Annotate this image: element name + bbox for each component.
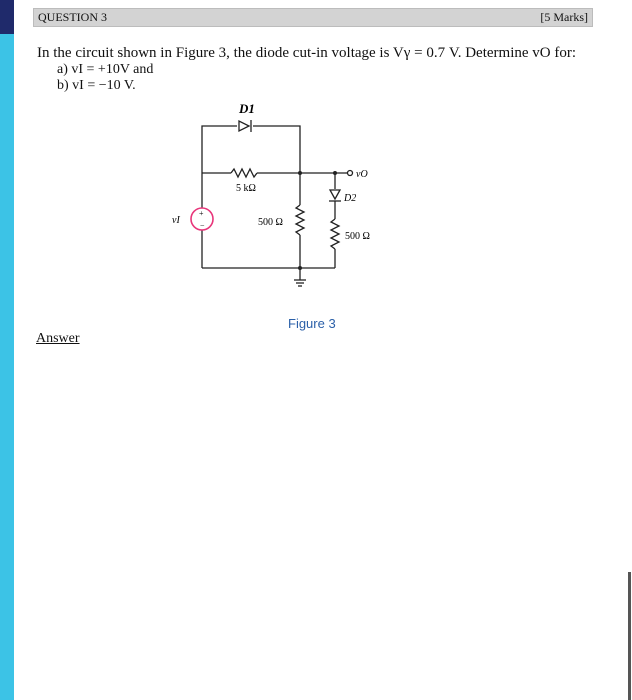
question-parts	[57, 62, 153, 94]
circuit-diagram	[150, 95, 410, 295]
question-text: In the circuit shown in Figure 3, the diode cut-in voltage is Vγ = 0.7 V. Determine vO for:	[37, 45, 577, 61]
vo-label: vO	[356, 169, 368, 180]
d2-label: D2	[344, 193, 357, 204]
part-a: a) vI = +10V and	[57, 62, 154, 77]
r2-label: 500 Ω	[258, 217, 283, 228]
vi-label: vI	[172, 215, 180, 226]
circuit-figure	[150, 95, 410, 300]
r1-label: 5 kΩ	[236, 183, 256, 194]
right-edge-line	[628, 572, 631, 700]
r3-label: 500 Ω	[345, 231, 370, 242]
left-accent-bar	[0, 0, 14, 700]
question-label: QUESTION 3	[38, 10, 107, 24]
source-minus-sign: −	[200, 221, 205, 230]
question-header	[33, 8, 593, 27]
left-accent-cyan	[0, 34, 14, 700]
answer-label: Answer	[36, 331, 80, 346]
d1-label: D1	[239, 101, 255, 116]
part-b: b) vI = −10 V.	[57, 78, 136, 93]
figure-caption: Figure 3	[288, 316, 336, 331]
source-plus-sign: +	[199, 209, 204, 218]
left-accent-navy	[0, 0, 14, 34]
marks-label: [5 Marks]	[540, 10, 588, 24]
